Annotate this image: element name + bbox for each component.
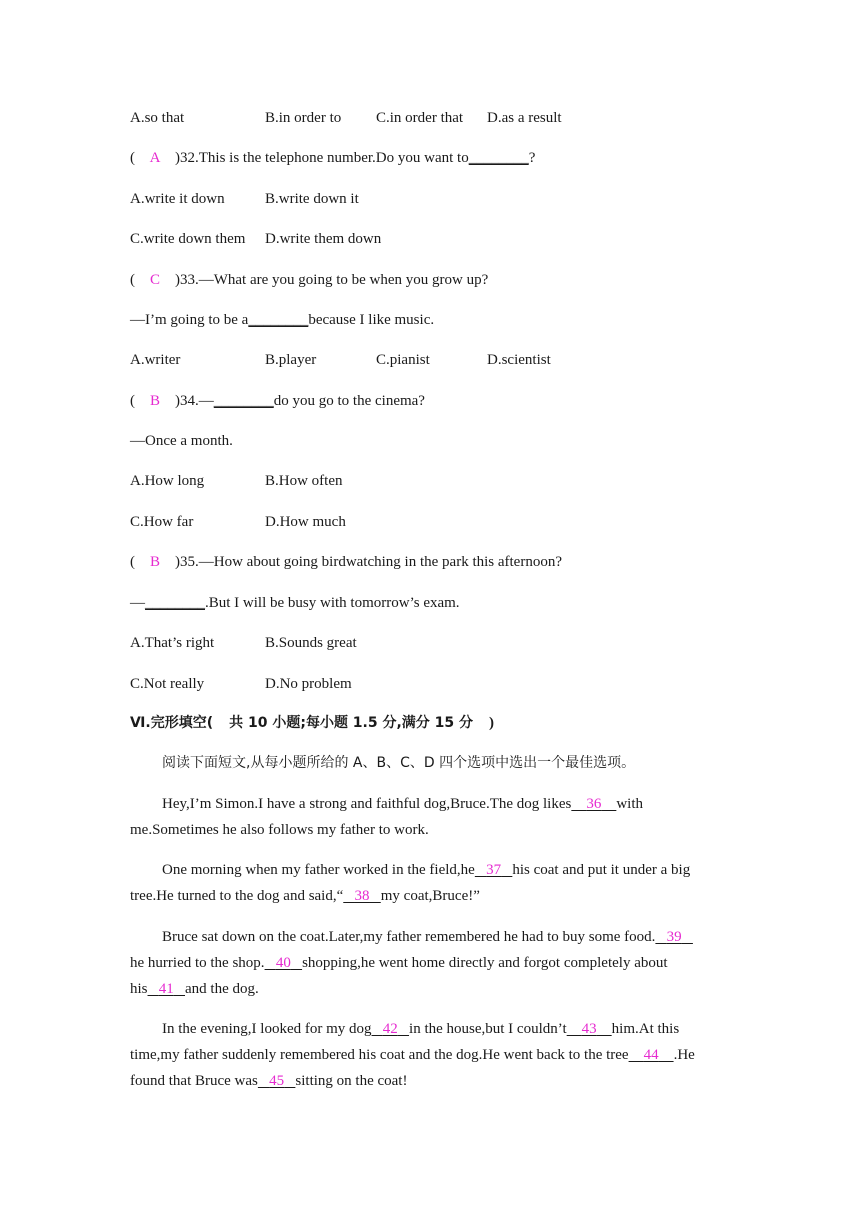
q32-option-d: D.write them down: [265, 231, 382, 247]
q32-option-c: C.write down them: [130, 231, 246, 247]
section-title-label: Ⅵ.完形填空(: [130, 715, 214, 731]
q35-option-b: B.Sounds great: [265, 635, 357, 651]
passage-text: he hurried to the shop.: [130, 955, 265, 971]
q35-stem: [130, 553, 562, 571]
paren-open: (: [130, 393, 135, 409]
section-title: [130, 714, 494, 732]
q33-stem: [130, 271, 488, 289]
q35-reply: [130, 594, 460, 612]
section-title-detail: 共 10 小题;每小题 1.5 分,满分 15 分: [229, 715, 474, 731]
section-title-close: ): [489, 715, 495, 731]
blank-44: 44: [643, 1047, 659, 1063]
q35-option-c: C.Not really: [130, 676, 205, 692]
q34-option-a: A.How long: [130, 473, 205, 489]
q31-option-b: B.in order to: [265, 110, 342, 126]
blank-45: 45: [269, 1073, 285, 1089]
passage-p3-line2: [130, 954, 668, 972]
q33-option-d: D.scientist: [487, 352, 551, 368]
passage-text: him.At this: [611, 1021, 680, 1037]
passage-text: in the house,but I couldn’t: [409, 1021, 567, 1037]
q34-stem: [130, 392, 425, 410]
passage-text: found that Bruce was: [130, 1073, 258, 1089]
q32-blank: ________: [468, 150, 529, 166]
blank-43: 43: [581, 1021, 597, 1037]
q34-blank: ________: [213, 393, 274, 409]
blank-39: 39: [666, 929, 682, 945]
q35-blank: ________: [145, 595, 205, 611]
q34-option-c: C.How far: [130, 514, 194, 530]
q35-option-d: D.No problem: [265, 676, 352, 692]
q33-option-a: A.writer: [130, 352, 181, 368]
q33-text: )33.—What are you going to be when you grow up?: [175, 272, 489, 288]
q34-reply: —Once a month.: [130, 433, 233, 449]
q32-answer: A: [149, 150, 161, 166]
passage-p2-line1: [162, 861, 690, 879]
q33-reply: [130, 311, 434, 329]
passage-text: his coat and put it under a big: [512, 862, 691, 878]
q33-reply-end: because I like music.: [308, 312, 435, 328]
q34-option-d: D.How much: [265, 514, 346, 530]
passage-p2-line2: [130, 887, 480, 905]
passage-p1-line2: me.Sometimes he also follows my father to work.: [130, 822, 429, 838]
passage-text: with: [616, 796, 644, 812]
q32-option-a: A.write it down: [130, 191, 225, 207]
q32-text: )32.This is the telephone number.Do you want to: [175, 150, 469, 166]
passage-p4-line1: [162, 1020, 679, 1038]
q32-option-b: B.write down it: [265, 191, 359, 207]
passage-text: .He: [673, 1047, 695, 1063]
passage-text: One morning when my father worked in the field,he: [162, 862, 475, 878]
q34-text: do you go to the cinema?: [273, 393, 425, 409]
q34-prefix: )34.—: [175, 393, 214, 409]
passage-text: my coat,Bruce!”: [380, 888, 480, 904]
q33-option-b: B.player: [265, 352, 317, 368]
passage-p4-line3: [130, 1072, 407, 1090]
blank-36: 36: [586, 796, 602, 812]
q33-option-c: C.pianist: [376, 352, 430, 368]
q35-dash: —: [130, 595, 145, 611]
passage-text: Bruce sat down on the coat.Later,my father remembered he had to buy some food.: [162, 929, 656, 945]
blank-41: 41: [158, 981, 174, 997]
q31-option-d: D.as a result: [487, 110, 562, 126]
q34-option-b: B.How often: [265, 473, 343, 489]
passage-text: shopping,he went home directly and forgot completely about: [302, 955, 668, 971]
passage-text: his: [130, 981, 148, 997]
passage-p3-line3: [130, 980, 259, 998]
passage-text: In the evening,I looked for my dog: [162, 1021, 372, 1037]
paren-open: (: [130, 272, 135, 288]
q31-option-a: A.so that: [130, 110, 185, 126]
q35-reply-text: .But I will be busy with tomorrow’s exam.: [205, 595, 460, 611]
passage-text: tree.He turned to the dog and said,“: [130, 888, 344, 904]
passage-p4-line2: [130, 1046, 695, 1064]
q33-reply-text: —I’m going to be a: [130, 312, 249, 328]
paren-open: (: [130, 150, 135, 166]
q33-blank: ________: [248, 312, 309, 328]
passage-text: and the dog.: [185, 981, 259, 997]
q33-answer: C: [149, 272, 160, 288]
passage-text: time,my father suddenly remembered his coat and the dog.He went back to the tree: [130, 1047, 629, 1063]
q34-answer: B: [149, 393, 160, 409]
q32-end: ?: [528, 150, 536, 166]
q35-option-a: A.That’s right: [130, 635, 215, 651]
passage-p1-line1: [162, 795, 643, 813]
passage-p3-line1: [162, 928, 693, 946]
blank-40: 40: [275, 955, 291, 971]
blank-37: 37: [486, 862, 502, 878]
q35-answer: B: [149, 554, 160, 570]
blank-38: 38: [354, 888, 370, 904]
q32-stem: [130, 149, 535, 167]
blank-42: 42: [382, 1021, 398, 1037]
passage-text: Hey,I’m Simon.I have a strong and faithful dog,Bruce.The dog likes: [162, 796, 572, 812]
q35-text: )35.—How about going birdwatching in the park this afternoon?: [175, 554, 562, 570]
paren-open: (: [130, 554, 135, 570]
q31-option-c: C.in order that: [376, 110, 464, 126]
section-instruction: 阅读下面短文,从每小题所给的 A、B、C、D 四个选项中选出一个最佳选项。: [162, 755, 636, 771]
passage-text: sitting on the coat!: [295, 1073, 408, 1089]
